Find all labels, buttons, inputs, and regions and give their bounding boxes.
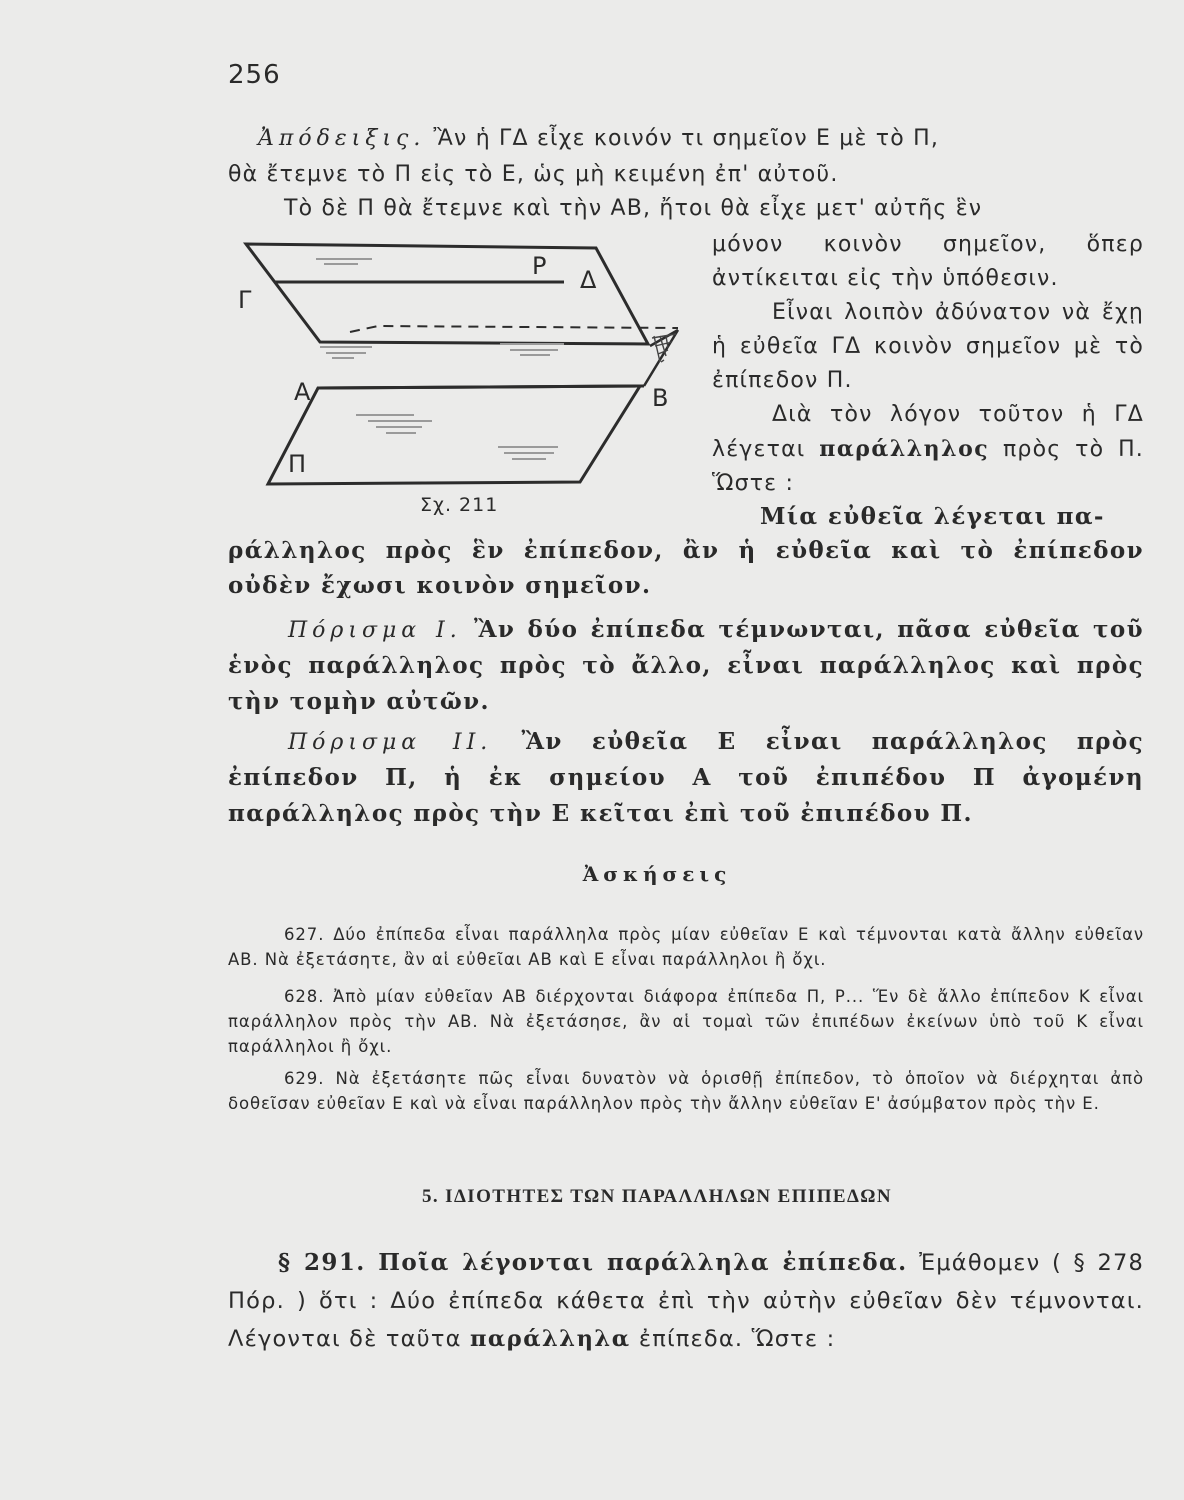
- section-291-title: Ποῖα λέγονται παράλληλα ἐπίπεδα.: [365, 1249, 908, 1276]
- porism-2: Πόρισμα ΙΙ. Ἂν εὐθεῖα Ε εἶναι παράλληλος πρὸς ἐπίπεδον Π, ἡ ἐκ σημείου Α τοῦ ἐπιπέδου Π ἀγομένη παράλληλος πρὸς τὴν Ε κεῖται ἐπὶ τοῦ ἐπιπέδου Π.: [228, 728, 1145, 827]
- upper-plane: [246, 244, 648, 344]
- definition-rest: ράλληλος πρὸς ἓν ἐπίπεδον, ἂν ἡ εὐθεῖα καὶ τὸ ἐπίπεδον οὐδὲν ἔχωσι κοινὸν σημεῖον.: [228, 537, 1144, 599]
- hidden-edge: [350, 326, 678, 332]
- section-291-number: § 291.: [278, 1249, 366, 1276]
- proof-line-3: Τὸ δὲ Π θὰ ἔτεμνε καὶ τὴν ΑΒ, ἤτοι θὰ εἶχε μετ' αὐτῆς ἓν: [284, 196, 983, 221]
- proof-label: Ἀπόδειξις.: [258, 126, 426, 151]
- right-col-para3: Διὰ τὸν λόγον τοῦτον ἡ ΓΔ λέγεται παράλληλος πρὸς τὸ Π. Ὥστε :: [712, 402, 1145, 496]
- lower-plane: [268, 386, 640, 484]
- label-rho: Ρ: [532, 252, 547, 280]
- label-delta: Δ: [580, 266, 597, 294]
- label-gamma: Γ: [238, 286, 252, 314]
- section-title: 5. ΙΔΙΟΤΗΤΕΣ ΤΩΝ ΠΑΡΑΛΛΗΛΩΝ ΕΠΙΠΕΔΩΝ: [421, 1186, 893, 1207]
- proof-line-2: θὰ ἔτεμνε τὸ Π εἰς τὸ Ε, ὡς μὴ κειμένη ἐπ' αὐτοῦ.: [228, 162, 839, 187]
- label-alpha: Α: [294, 378, 311, 406]
- page-number: 256: [228, 60, 281, 90]
- exercise-628: 628. Ἀπὸ μίαν εὐθεῖαν ΑΒ διέρχονται διάφορα ἐπίπεδα Π, Ρ... Ἕν δὲ ἄλλο ἐπίπεδον Κ εἶναι παράλληλον πρὸς τὴν ΑΒ. Νὰ ἐξετάσησε, ἂν αἱ τομαὶ τῶν ἐπιπέδων ἐκείνων ὑπὸ τοῦ Κ εἶναι παράλληλοι ἢ ὄχι.: [228, 987, 1144, 1056]
- exercise-627: 627. Δύο ἐπίπεδα εἶναι παράλληλα πρὸς μίαν εὐθεῖαν Ε καὶ τέμνονται κατὰ ἄλλην εὐθεῖαν ΑΒ. Νὰ ἐξετάσητε, ἂν αἱ εὐθεῖαι ΑΒ καὶ Ε εἶναι παράλληλοι ἢ ὄχι.: [228, 925, 1144, 969]
- section-291-paragraph: § 291. Ποῖα λέγονται παράλληλα ἐπίπεδα. Ἐμάθομεν ( § 278 Πόρ. ) ὅτι : Δύο ἐπίπεδα κάθετα ἐπὶ τὴν αὐτὴν εὐθεῖαν δὲν τέμνονται. Λέγονται δὲ ταῦτα παράλληλα ἐπίπεδα. Ὥστε :: [228, 1249, 1144, 1352]
- figure-caption: Σχ. 211: [420, 494, 499, 516]
- plane-shading: [316, 258, 564, 460]
- right-col-para2: Εἶναι λοιπὸν ἀδύνατον νὰ ἔχῃ ἡ εὐθεῖα ΓΔ κοινὸν σημεῖον μὲ τὸ ἐπίπεδον Π.: [712, 300, 1144, 393]
- exercises-heading: Ἀσκήσεις: [582, 862, 732, 886]
- right-col-para1: μόνον κοινὸν σημεῖον, ὅπερ ἀντίκειται εἰς τὴν ὑπόθεσιν.: [712, 232, 1144, 291]
- figure-planes-diagram: [228, 236, 698, 536]
- exercise-629: 629. Νὰ ἐξετάσητε πῶς εἶναι δυνατὸν νὰ ὁρισθῇ ἐπίπεδον, τὸ ὁποῖον νὰ διέρχηται ἀπὸ δοθεῖσαν εὐθεῖαν Ε καὶ νὰ εἶναι παράλληλον πρὸς τὴν ἄλλην εὐθεῖαν Ε' ἀσύμβατον πρὸς τὴν Ε.: [228, 1069, 1144, 1113]
- proof-paragraph: Ἀπόδειξις. Ἂν ἡ ΓΔ εἶχε κοινόν τι σημεῖον Ε μὲ τὸ Π,: [258, 126, 940, 151]
- label-beta: Β: [652, 384, 669, 412]
- definition-start: Μία εὐθεῖα λέγεται πα-: [760, 503, 1105, 530]
- label-pi: Π: [288, 450, 307, 478]
- line-ab: [318, 386, 644, 388]
- porism-1: Πόρισμα Ι. Ἂν δύο ἐπίπεδα τέμνωνται, πᾶσα εὐθεῖα τοῦ ἑνὸς παράλληλος πρὸς τὸ ἄλλο, εἶναι παράλληλος καὶ πρὸς τὴν τομὴν αὐτῶν.: [228, 616, 1144, 715]
